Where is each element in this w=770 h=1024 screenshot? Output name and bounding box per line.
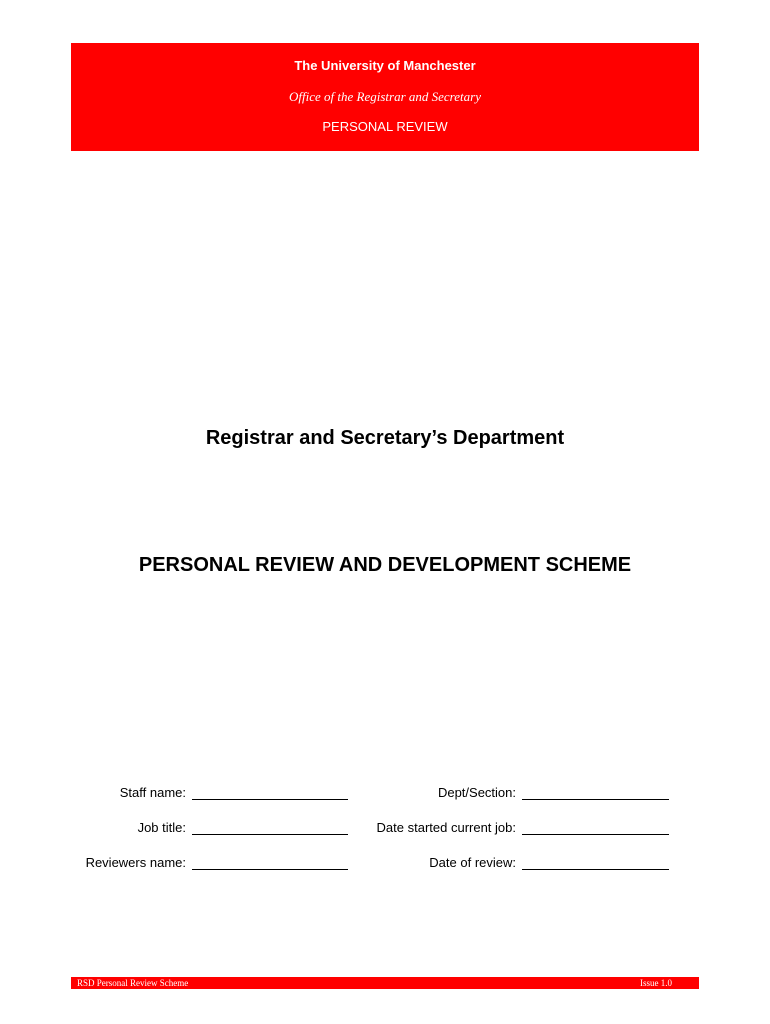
staff-name-field[interactable] bbox=[192, 799, 348, 800]
job-title-field[interactable] bbox=[192, 834, 348, 835]
date-of-review-label: Date of review: bbox=[429, 855, 516, 870]
footer-banner bbox=[71, 977, 699, 989]
date-started-label: Date started current job: bbox=[376, 820, 516, 835]
job-title-label: Job title: bbox=[137, 820, 186, 835]
date-of-review-field[interactable] bbox=[522, 869, 669, 870]
scheme-title: PERSONAL REVIEW AND DEVELOPMENT SCHEME bbox=[138, 554, 632, 576]
date-started-field[interactable] bbox=[522, 834, 669, 835]
university-name: The University of Manchester bbox=[294, 58, 476, 73]
dept-section-label: Dept/Section: bbox=[437, 785, 516, 800]
dept-section-field[interactable] bbox=[522, 799, 669, 800]
header-banner bbox=[71, 43, 699, 151]
department-title: Registrar and Secretary’s Department bbox=[205, 427, 565, 449]
footer-issue: Issue 1.0 bbox=[640, 978, 672, 988]
staff-name-label: Staff name: bbox=[119, 785, 186, 800]
office-name: Office of the Registrar and Secretary bbox=[289, 89, 481, 104]
footer-document-name: RSD Personal Review Scheme bbox=[77, 978, 189, 988]
header-subtitle: PERSONAL REVIEW bbox=[322, 119, 448, 134]
reviewers-name-field[interactable] bbox=[192, 869, 348, 870]
reviewers-name-label: Reviewers name: bbox=[85, 855, 186, 870]
